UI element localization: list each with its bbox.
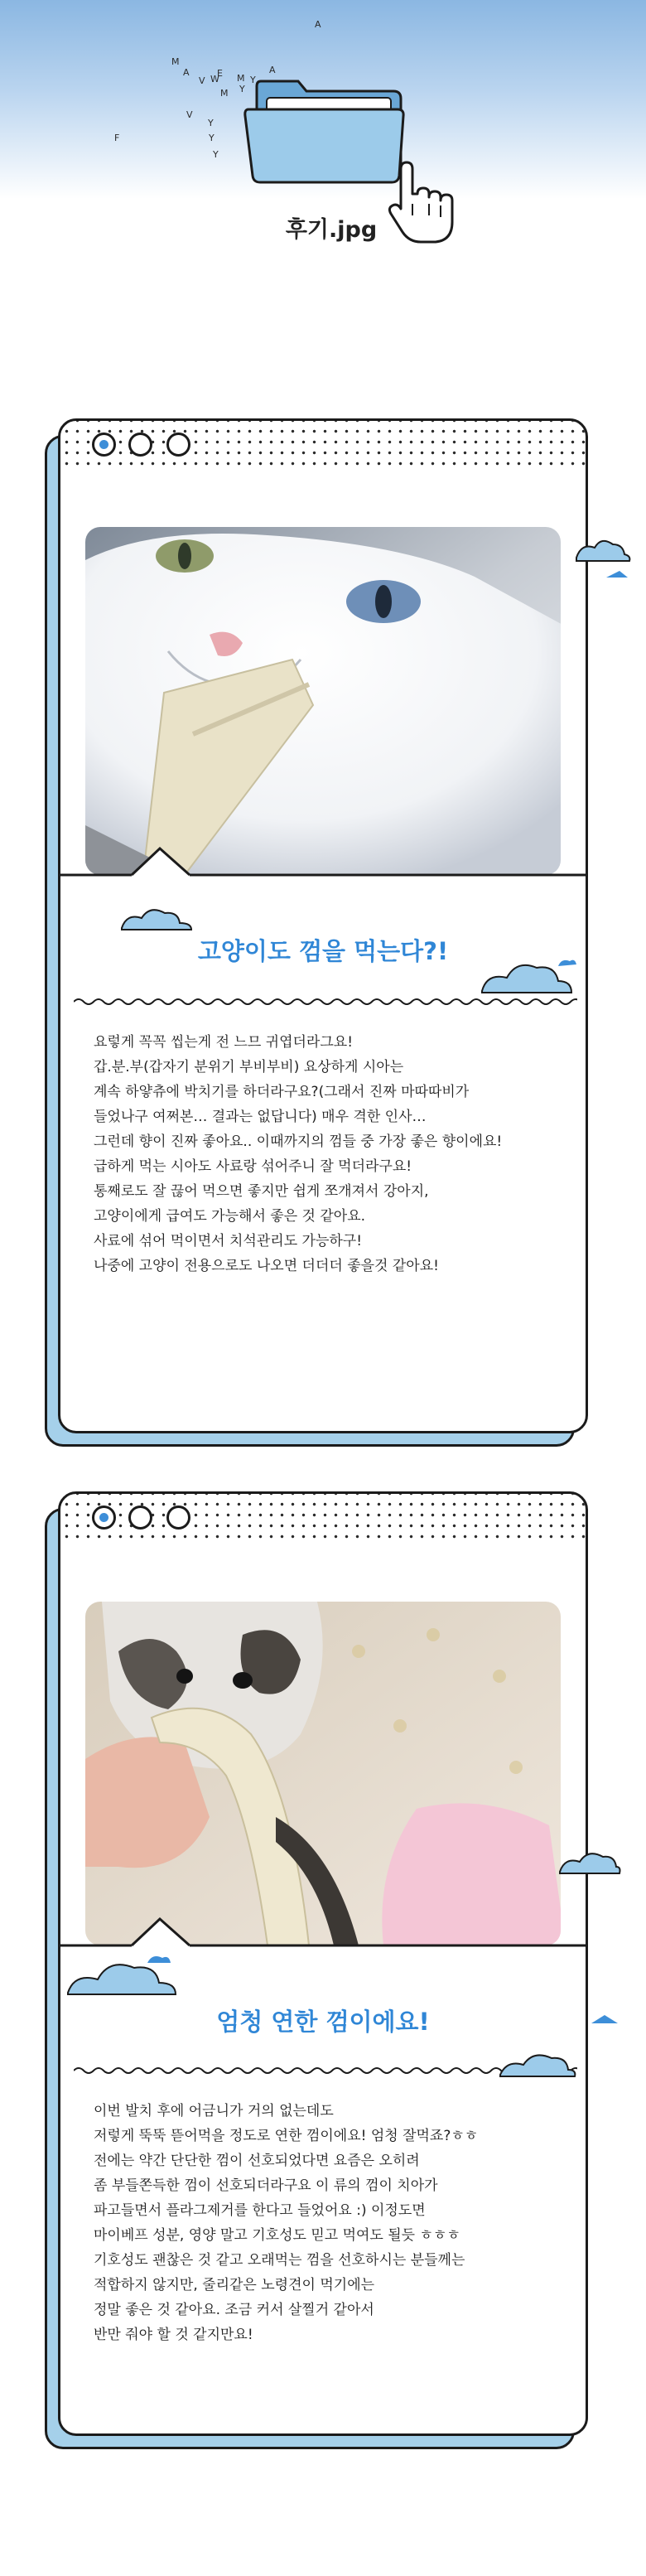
review-line: 이번 발치 후에 어금니가 거의 없는데도 [94,2103,334,2119]
review-line: 통째로도 잘 끊어 먹으면 좋지만 쉽게 쪼개져서 강아지, [94,1183,429,1200]
hero [0,0,646,249]
cloud-icon [65,1951,181,2001]
scatter-letter: Y [250,75,256,85]
cloud-icon [573,534,633,584]
scatter-letter: V [199,75,205,86]
review-line: 정말 좋은 것 같아요. 조금 커서 살찔거 같아서 [94,2302,374,2318]
review-line: 적합하지 않지만, 줄리같은 노령견이 먹기에는 [94,2277,375,2293]
scatter-letter: E [217,68,223,79]
review-line: 좀 부들쫀득한 껌이 선호되더라구요 이 류의 껌이 치아가 [94,2177,438,2194]
card-heading: 엄청 연한 껌이에요! [216,2008,430,2036]
white-cat-chewing-stick-photo [85,527,561,875]
review-line: 계속 하얗츄에 박치기를 하더라구요?(그래서 진짜 마따따비가 [94,1084,470,1100]
review-text [94,1030,566,1278]
cloud-icon [557,1844,623,1880]
review-line: 나중에 고양이 전용으로도 나오면 더더더 좋을것 같아요! [94,1258,439,1274]
dog-with-stick-photo [85,1602,561,1945]
cloud-icon [479,953,578,1003]
cloud-icon [120,903,195,936]
review-line: 기호성도 괜찮은 것 같고 오래먹는 껌을 선호하시는 분들께는 [94,2252,465,2269]
scatter-letter: Y [208,118,214,128]
review-line: 사료에 섞어 먹이면서 치석관리도 가능하구! [94,1233,363,1249]
scatter-letter: A [269,65,276,75]
scatter-letter: Y [213,149,219,160]
review-line: 급하게 먹는 시아도 사료랑 섞어주니 잘 먹더라구요! [94,1158,412,1175]
scatter-letter: M [220,88,229,99]
scatter-letter: V [186,109,193,120]
window-dot-active[interactable] [92,1505,116,1530]
review-line: 그런데 향이 진짜 좋아요.. 이때까지의 껌들 중 가장 좋은 향이에요! [94,1133,503,1150]
review-line: 요렇게 꼭꼭 씹는게 전 느므 귀엽더라그요! [94,1034,354,1051]
card-heading: 고양이도 껌을 먹는다?! [197,937,449,965]
window-titlebar [60,421,586,472]
window-dot-active[interactable] [92,433,116,457]
window-dot[interactable] [166,1505,190,1530]
scatter-letter: Y [239,84,245,94]
window-dot[interactable] [128,1505,152,1530]
cloud-icon [590,2005,623,2030]
window-dot[interactable] [166,433,190,457]
scatter-letter: M [171,56,180,67]
hero-title: 후기.jpg [285,217,378,243]
scatter-letter: M [237,73,245,84]
scatter-letter: W [210,74,219,85]
scatter-letter: Y [209,133,215,143]
folder-icon [245,81,403,182]
review-line: 저렇게 뚝뚝 뜯어먹을 정도로 연한 껌이에요! 엄청 잘먹죠?ㅎㅎ [94,2128,479,2144]
scatter-letter: A [315,19,321,30]
window-dot[interactable] [128,433,152,457]
review-line: 고양이에게 급여도 가능해서 좋은 것 같아요. [94,1208,366,1225]
review-text [94,2099,566,2347]
review-line: 갑.분.부(갑자기 분위기 부비부비) 요상하게 시아는 [94,1059,404,1075]
review-line: 들었나구 여쩌본… 결과는 없답니다) 매우 격한 인사… [94,1109,427,1125]
review-line: 전에는 약간 단단한 껌이 선호되었다면 요즘은 오히려 [94,2153,420,2169]
cloud-icon [497,2047,580,2083]
review-line: 마이베프 성분, 영양 말고 기호성도 믿고 먹여도 될듯 ㅎㅎㅎ [94,2227,460,2244]
scatter-letter: F [114,133,120,143]
window-titlebar [60,1494,586,1545]
scatter-letter: A [183,67,190,78]
review-line: 파고들면서 플라그제거를 한다고 들었어요 :) 이정도면 [94,2202,426,2219]
review-line: 반만 줘야 할 것 같지만요! [94,2327,253,2343]
